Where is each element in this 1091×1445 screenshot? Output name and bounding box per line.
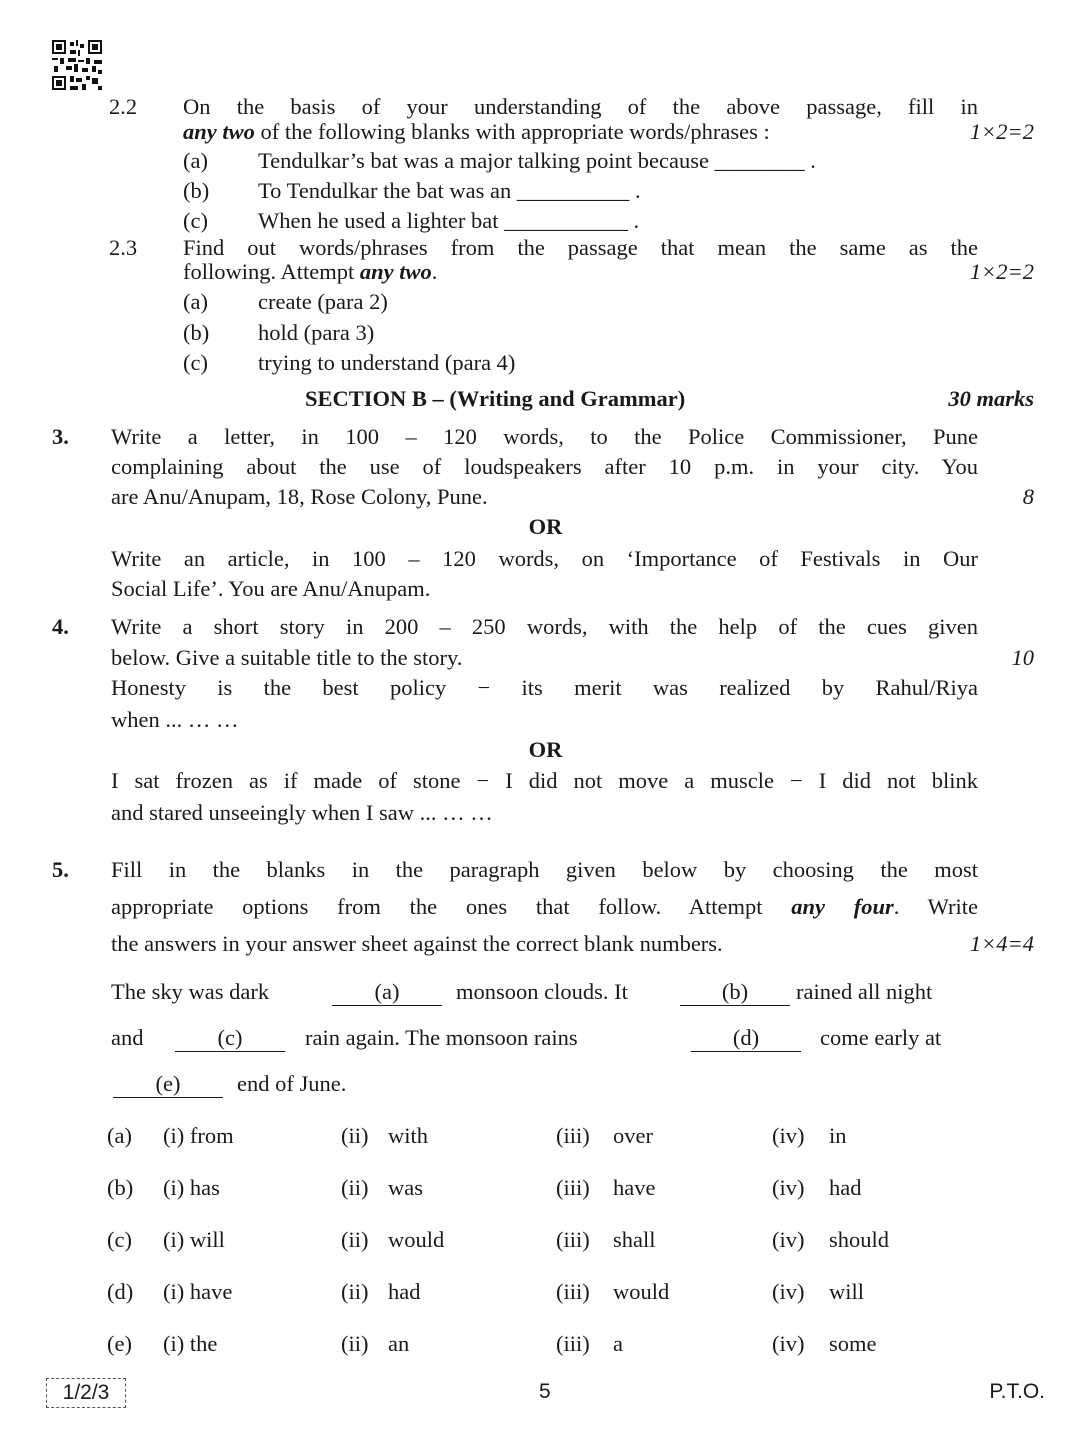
option-4-number: (iv) — [772, 1331, 805, 1356]
blank-b: (b) — [680, 979, 790, 1006]
q23-line2-post: . — [431, 259, 438, 284]
q4-alt-line1: I sat frozen as if made of stone − I did not move a muscle − I did not blink — [111, 768, 978, 793]
option-2: would — [388, 1227, 445, 1252]
para-text-7: end of June. — [237, 1071, 347, 1096]
q23-item-a-label: (a) — [183, 289, 208, 314]
q4-line2: below. Give a suitable title to the story. — [111, 645, 463, 670]
option-2: had — [388, 1279, 421, 1304]
q23-number: 2.3 — [109, 235, 138, 260]
q3-marks: 8 — [1022, 484, 1034, 509]
q22-item-a-label: (a) — [183, 148, 208, 173]
option-1: (i) the — [163, 1331, 218, 1356]
q22-line1: On the basis of your understanding of the above passage, fill in — [183, 94, 978, 119]
option-2: an — [388, 1331, 410, 1356]
blank-d: (d) — [691, 1025, 801, 1052]
q23-line2-pre: following. Attempt — [183, 259, 360, 284]
q23-item-b-label: (b) — [183, 320, 210, 345]
option-row-label: (c) — [107, 1227, 132, 1252]
option-3-number: (iii) — [556, 1331, 590, 1356]
para-text-6: come early at — [820, 1025, 942, 1050]
option-1: (i) from — [163, 1123, 234, 1148]
option-row-label: (b) — [107, 1175, 134, 1200]
q4-marks: 10 — [1011, 645, 1034, 670]
q3-or: OR — [528, 514, 563, 539]
q5-line3: the answers in your answer sheet against the correct blank numbers. — [111, 931, 723, 956]
option-3-number: (iii) — [556, 1227, 590, 1252]
q23-line2 — [183, 259, 437, 285]
q4-alt-line2: and stared unseeingly when I saw ... … … — [111, 800, 493, 825]
section-b-marks: 30 marks — [948, 386, 1034, 411]
option-row-label: (e) — [107, 1331, 132, 1356]
option-3-number: (iii) — [556, 1175, 590, 1200]
q5-marks: 1×4=4 — [969, 931, 1034, 956]
q4-line1: Write a short story in 200 – 250 words, with the help of the cues given — [111, 614, 978, 639]
para-text-2: monsoon clouds. It — [456, 979, 628, 1004]
option-4: had — [829, 1175, 862, 1200]
q4-or: OR — [528, 737, 563, 762]
para-text-3: rained all night — [796, 979, 933, 1004]
option-4: in — [829, 1123, 847, 1148]
q22-number: 2.2 — [109, 94, 138, 119]
q5-emphasis: any four — [791, 894, 894, 919]
q23-item-b-text: hold (para 3) — [258, 320, 375, 345]
option-2-number: (ii) — [341, 1123, 369, 1148]
option-1: (i) will — [163, 1227, 225, 1252]
option-3-number: (iii) — [556, 1123, 590, 1148]
blank-a: (a) — [332, 979, 442, 1006]
option-4: some — [829, 1331, 877, 1356]
q23-item-c-label: (c) — [183, 350, 208, 375]
option-3: over — [613, 1123, 653, 1148]
q5-line2-pre: appropriate options from the ones that follow. Attempt — [111, 894, 792, 919]
paper-code: 1/2/3 — [46, 1378, 126, 1408]
option-4: will — [829, 1279, 865, 1304]
para-text-5: rain again. The monsoon rains — [305, 1025, 578, 1050]
q3-line3: are Anu/Anupam, 18, Rose Colony, Pune. — [111, 484, 488, 509]
option-2-number: (ii) — [341, 1331, 369, 1356]
q22-item-c-text: When he used a lighter bat ___________ . — [258, 208, 640, 233]
option-4: should — [829, 1227, 890, 1252]
qr-code-icon — [52, 40, 102, 90]
q23-item-a-text: create (para 2) — [258, 289, 388, 314]
q23-marks: 1×2=2 — [969, 259, 1034, 284]
blank-e: (e) — [113, 1071, 223, 1098]
q3-line2: complaining about the use of loudspeakers after 10 p.m. in your city. You — [111, 454, 978, 479]
q4-line4: when ... … … — [111, 707, 239, 732]
option-3-number: (iii) — [556, 1279, 590, 1304]
q5-line2 — [111, 894, 978, 920]
para-text-1: The sky was dark — [111, 979, 270, 1004]
q23-item-c-text: trying to understand (para 4) — [258, 350, 516, 375]
option-4-number: (iv) — [772, 1227, 805, 1252]
q5-line2-post: . Write — [893, 894, 978, 919]
q3-number: 3. — [52, 424, 69, 449]
option-4-number: (iv) — [772, 1279, 805, 1304]
option-1: (i) has — [163, 1175, 220, 1200]
section-b-title: SECTION B – (Writing and Grammar) — [305, 386, 686, 411]
para-text-4: and — [111, 1025, 144, 1050]
q22-emphasis: any two — [183, 119, 255, 144]
q22-line2-rest: of the following blanks with appropriate words/phrases : — [254, 119, 770, 144]
option-2-number: (ii) — [341, 1175, 369, 1200]
option-3: a — [613, 1331, 623, 1356]
page-number: 5 — [539, 1380, 551, 1403]
q3-line1: Write a letter, in 100 – 120 words, to the Police Commissioner, Pune — [111, 424, 978, 449]
q4-line3: Honesty is the best policy − its merit was realized by Rahul/Riya — [111, 675, 978, 700]
q3-alt-line1: Write an article, in 100 – 120 words, on ‘Importance of Festivals in Our — [111, 546, 978, 571]
q22-item-b-text: To Tendulkar the bat was an __________ . — [258, 178, 641, 203]
q23-emphasis: any two — [359, 259, 432, 284]
q22-item-b-label: (b) — [183, 178, 210, 203]
q5-number: 5. — [52, 857, 69, 882]
option-2: was — [388, 1175, 423, 1200]
q22-line2 — [183, 119, 770, 145]
q4-number: 4. — [52, 614, 69, 639]
q22-item-c-label: (c) — [183, 208, 208, 233]
q22-marks: 1×2=2 — [969, 119, 1034, 144]
option-3: shall — [613, 1227, 656, 1252]
option-2-number: (ii) — [341, 1279, 369, 1304]
option-1: (i) have — [163, 1279, 233, 1304]
option-3: have — [613, 1175, 656, 1200]
option-row-label: (a) — [107, 1123, 132, 1148]
option-row-label: (d) — [107, 1279, 134, 1304]
q3-alt-line2: Social Life’. You are Anu/Anupam. — [111, 576, 431, 601]
option-4-number: (iv) — [772, 1175, 805, 1200]
blank-c: (c) — [175, 1025, 285, 1052]
option-2-number: (ii) — [341, 1227, 369, 1252]
q22-item-a-text: Tendulkar’s bat was a major talking point because ________ . — [258, 148, 816, 173]
option-3: would — [613, 1279, 670, 1304]
option-4-number: (iv) — [772, 1123, 805, 1148]
option-2: with — [388, 1123, 429, 1148]
pto-label: P.T.O. — [989, 1380, 1045, 1403]
q5-line1: Fill in the blanks in the paragraph given below by choosing the most — [111, 857, 978, 882]
q23-line1: Find out words/phrases from the passage that mean the same as the — [183, 235, 978, 260]
